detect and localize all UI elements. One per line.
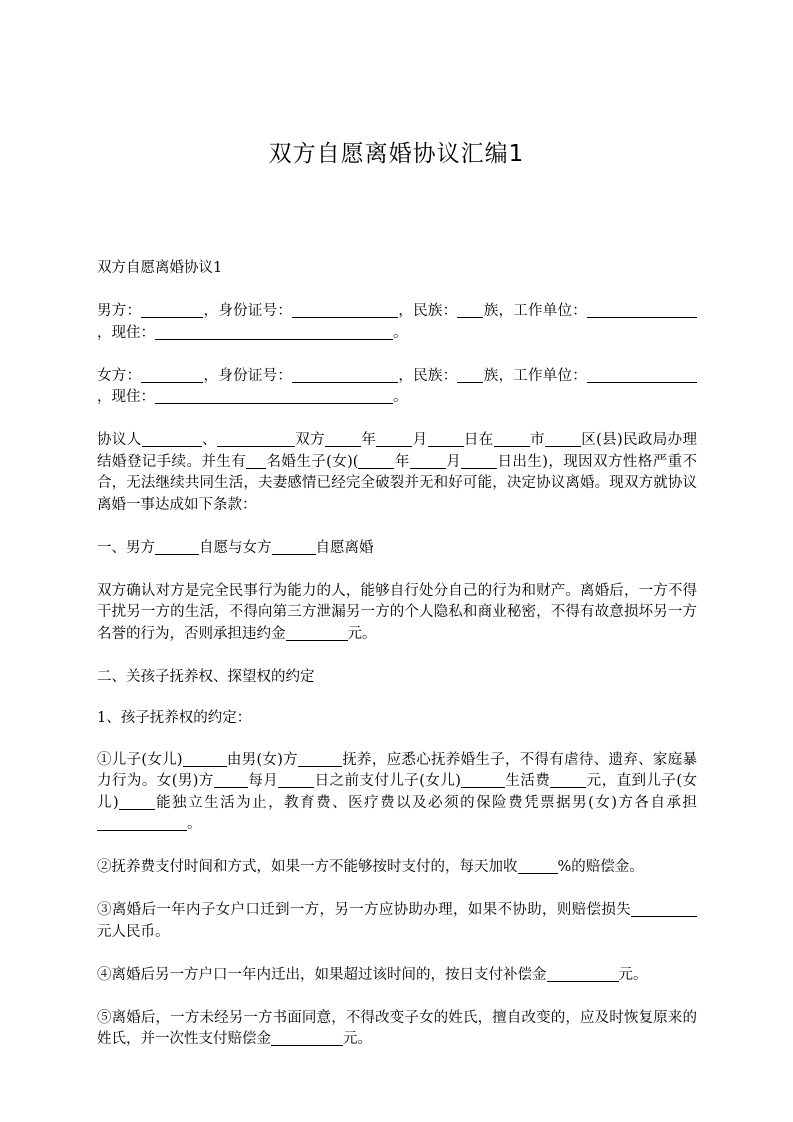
- section-1-heading: [97, 538, 697, 560]
- blank-field[interactable]: [457, 366, 483, 383]
- clause-3: [97, 900, 697, 943]
- blank-field[interactable]: [278, 771, 314, 788]
- subsection-1-heading: [97, 708, 697, 730]
- clause-text: ③离婚后一年内子女户口迁到一方，另一方应协助办理，如果不协助，则赔偿损失: [97, 902, 631, 918]
- man-id-label: ，身份证号：: [203, 303, 293, 319]
- section-2-heading: [97, 667, 697, 689]
- woman-label: 女方：: [97, 367, 142, 384]
- man-ethnic-label: ，民族：: [398, 303, 458, 319]
- blank-field[interactable]: [653, 900, 697, 917]
- blank-field[interactable]: [428, 430, 464, 447]
- clause-text: ②抚养费支付时间和方式，如果一方不能够按时支付的，每天加收: [97, 859, 518, 875]
- woman-address-label: ，现住：: [97, 389, 155, 405]
- blank-field[interactable]: [271, 1029, 343, 1046]
- blank-field[interactable]: [550, 771, 586, 788]
- clause-5: [97, 1008, 697, 1051]
- intro-text: 双方: [294, 432, 325, 448]
- clause-text: 生活费: [504, 773, 551, 789]
- clause-text: 每月: [247, 773, 279, 789]
- woman-end: 。: [393, 389, 408, 405]
- woman-id-label: ，身份证号：: [203, 367, 293, 384]
- blank-field[interactable]: [518, 857, 558, 874]
- blank-field[interactable]: [155, 323, 393, 340]
- intro-text: 市: [529, 432, 545, 448]
- blank-field[interactable]: [461, 771, 505, 788]
- man-address-label: ，现住：: [97, 324, 155, 341]
- blank-field[interactable]: [376, 430, 412, 447]
- clause-4: [97, 965, 697, 987]
- intro-text: 日出生)，现因双方性格严重不合，无法继续共同生活，夫妻感情已经完全破裂并无和好可能，决定协议离婚。现双方就协议离婚一事达成如下条款：: [97, 453, 698, 513]
- intro-text: 区(县)民政局办理结婚登记手续。并生有: [97, 432, 698, 470]
- document-body: [97, 258, 697, 1072]
- blank-field[interactable]: [119, 793, 155, 810]
- clause-text: ④离婚后另一方户口一年内迁出，如果超过该时间的，按日支付补偿金: [97, 966, 547, 983]
- blank-field[interactable]: [547, 965, 619, 982]
- blank-field[interactable]: [155, 387, 393, 404]
- clause-text: ①儿子(女儿): [97, 751, 183, 768]
- section-text: 二、关孩子抚养权、探望权的约定: [97, 668, 315, 685]
- clause-2: [97, 857, 697, 879]
- paragraph-text: 双方确认对方是完全民事行为能力的人，能够自行处分自己的行为和财产。离婚后，一方不得干扰另一方的生活，不得向第三方泄漏另一方的个人隐私和商业秘密，不得有故意损坏另一方名誉的行为，否则承担违约金: [97, 582, 697, 642]
- woman-ethnic-suffix: 族，工作单位：: [483, 367, 588, 384]
- intro-text: 名婚生子(女)(: [266, 453, 359, 470]
- man-info: [97, 301, 697, 344]
- blank-field[interactable]: [141, 366, 203, 383]
- clause-text: 元。: [618, 966, 648, 983]
- woman-ethnic-label: ，民族：: [398, 367, 458, 384]
- paragraph-text: 元。: [347, 625, 377, 642]
- blank-field[interactable]: [142, 430, 202, 447]
- blank-field[interactable]: [325, 430, 361, 447]
- section-text: 一、男方: [97, 539, 155, 556]
- blank-field[interactable]: [97, 814, 187, 831]
- clause-text: 元。: [343, 1031, 372, 1047]
- blank-field[interactable]: [461, 452, 497, 469]
- blank-field[interactable]: [141, 301, 203, 318]
- man-label: 男方：: [97, 303, 142, 319]
- intro-text: 月: [412, 432, 428, 448]
- subtitle: [97, 258, 697, 280]
- clause-1: [97, 750, 697, 836]
- blank-field[interactable]: [631, 900, 653, 917]
- blank-field[interactable]: [587, 301, 675, 318]
- paragraph-obligations: [97, 581, 697, 646]
- blank-field[interactable]: [298, 750, 342, 767]
- clause-text: 。: [187, 816, 202, 832]
- blank-field[interactable]: [214, 771, 248, 788]
- blank-field[interactable]: [410, 452, 446, 469]
- blank-field[interactable]: [457, 301, 483, 318]
- intro-text: 、: [201, 432, 217, 448]
- blank-field[interactable]: [358, 452, 394, 469]
- clause-text: 能独立生活为止，教育费、医疗费以及必须的保险费凭票据男(女)方各自承担: [154, 794, 697, 811]
- blank-field[interactable]: [675, 366, 697, 383]
- blank-field[interactable]: [587, 366, 675, 383]
- intro-text: 协议人: [97, 432, 142, 448]
- blank-field[interactable]: [155, 538, 199, 555]
- intro-text: 月: [445, 453, 462, 470]
- intro-text: 年: [361, 432, 377, 448]
- man-ethnic-suffix: 族，工作单位：: [483, 303, 588, 319]
- blank-field[interactable]: [246, 452, 266, 469]
- blank-field[interactable]: [545, 430, 581, 447]
- intro-paragraph: [97, 430, 697, 516]
- woman-info: [97, 366, 697, 409]
- intro-text: 日在: [463, 432, 494, 448]
- blank-field[interactable]: [183, 750, 227, 767]
- blank-field[interactable]: [292, 366, 398, 383]
- clause-text: 日之前支付儿子(女儿): [314, 773, 461, 789]
- blank-field[interactable]: [675, 301, 697, 318]
- intro-text: 年: [394, 453, 410, 470]
- clause-text: 元人民币。: [97, 923, 170, 940]
- blank-field[interactable]: [292, 301, 398, 318]
- clause-text: 抚养，应悉心抚养婚生子，不得有虐待、遗弃、家庭暴力行为。女(男)方: [97, 751, 697, 789]
- blank-field[interactable]: [494, 430, 530, 447]
- blank-field[interactable]: [272, 538, 316, 555]
- man-end: 。: [393, 324, 408, 341]
- document-title: 双方自愿离婚协议汇编1: [268, 141, 525, 167]
- section-text: 自愿与女方: [199, 539, 272, 556]
- section-text: 自愿离婚: [315, 539, 374, 556]
- clause-text: 由男(女)方: [226, 751, 298, 768]
- blank-field[interactable]: [217, 430, 295, 447]
- clause-text: ⑤离婚后，一方未经另一方书面同意，不得改变子女的姓氏，擅自改变的，应及时恢复原来的姓氏，并一次性支付赔偿金: [97, 1009, 697, 1047]
- clause-text: 元，直到儿子(女儿): [97, 773, 697, 811]
- blank-field[interactable]: [286, 624, 348, 641]
- clause-text: %的赔偿金。: [557, 859, 644, 875]
- subsection-text: 1、孩子抚养权的约定：: [97, 710, 252, 726]
- subtitle-text: 双方自愿离婚协议1: [97, 260, 223, 276]
